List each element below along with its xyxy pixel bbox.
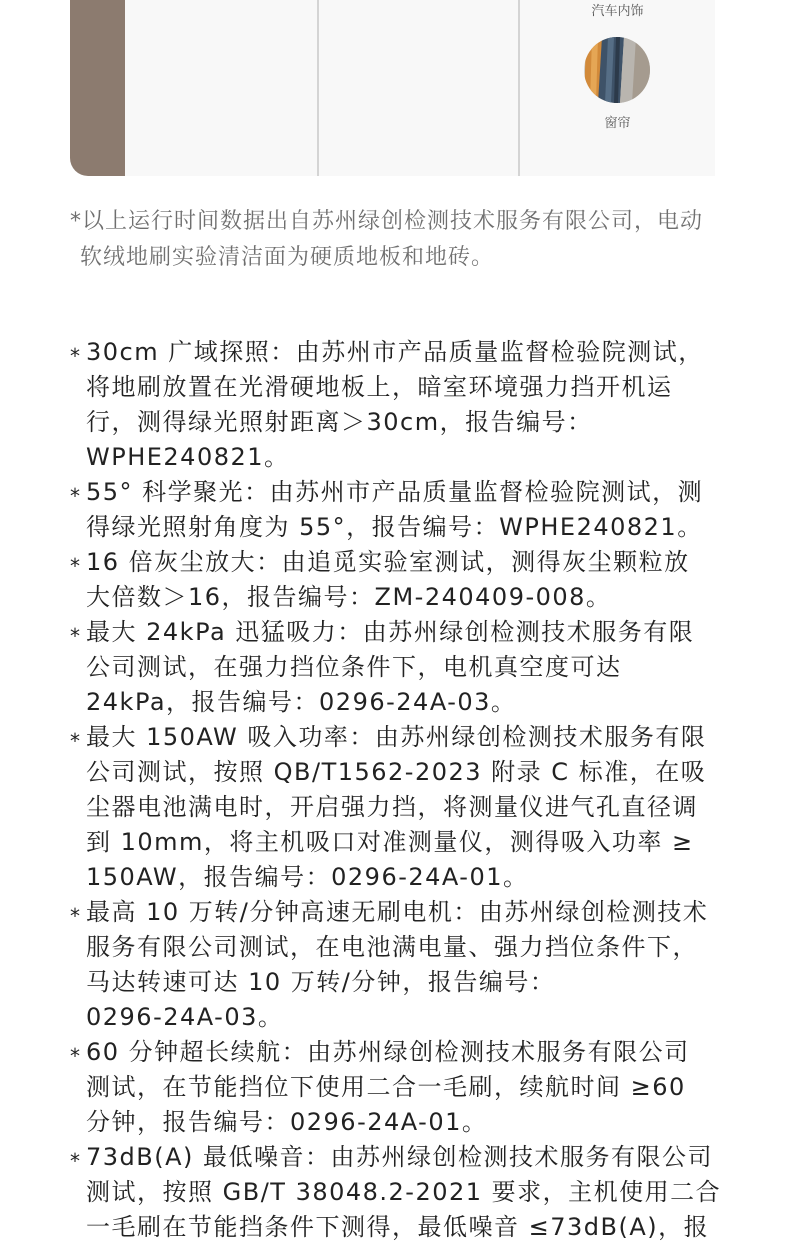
note-line: 大倍数＞16，报告编号：ZM-240409-008。	[86, 583, 612, 611]
category-column-1[interactable]	[125, 0, 317, 176]
note-line: 一毛刷在节能挡条件下测得，最低噪音 ≤73dB(A)，报	[86, 1213, 710, 1241]
note-line: 测试，在节能挡位下使用二合一毛刷，续航时间 ≥60	[86, 1073, 686, 1101]
note-line: 将地刷放置在光滑硬地板上，暗室环境强力挡开机运	[86, 373, 673, 401]
runtime-footnote	[70, 204, 703, 276]
note-line: 公司测试，在强力挡位条件下，电机真空度可达	[86, 653, 622, 681]
note-marker: *	[70, 484, 82, 508]
note-line: 到 10mm，将主机吸口对准测量仪，测得吸入功率 ≥	[86, 828, 694, 856]
category-column-2[interactable]	[319, 0, 518, 176]
note-item-lighting-angle	[70, 475, 790, 545]
note-line: 分钟，报告编号：0296-24A-01。	[86, 1108, 488, 1136]
note-item-runtime	[70, 1035, 790, 1140]
note-line: 24kPa，报告编号：0296-24A-03。	[86, 688, 517, 716]
note-line: 最高 10 万转/分钟高速无刷电机：由苏州绿创检测技术	[86, 898, 709, 926]
note-line: 行，测得绿光照射距离＞30cm，报告编号：	[86, 408, 593, 436]
note-marker: *	[70, 904, 82, 928]
note-marker: *	[70, 554, 82, 578]
note-line: 最大 24kPa 迅猛吸力：由苏州绿创检测技术服务有限	[86, 618, 695, 646]
note-line: 最大 150AW 吸入功率：由苏州绿创检测技术服务有限	[86, 723, 707, 751]
footnote-line: 软绒地刷实验清洁面为硬质地板和地砖。	[80, 245, 495, 270]
note-line: 0296-24A-03。	[86, 1003, 284, 1031]
note-marker: *	[70, 1149, 82, 1173]
note-line: 服务有限公司测试，在电池满电量、强力挡位条件下，	[86, 933, 698, 961]
note-line: 公司测试，按照 QB/T1562-2023 附录 C 标准，在吸	[86, 758, 707, 786]
note-line: 55° 科学聚光：由苏州市产品质量监督检验院测试，测	[86, 478, 704, 506]
note-line: 尘器电池满电时，开启强力挡，将测量仪进气孔直径调	[86, 793, 698, 821]
note-item-noise	[70, 1140, 790, 1245]
note-item-motor-speed	[70, 895, 790, 1035]
note-line: 150AW，报告编号：0296-24A-01。	[86, 863, 529, 891]
category-label-car-interior[interactable]: 汽车内饰	[591, 4, 644, 19]
test-notes-list	[70, 335, 790, 1245]
note-line: 测试，按照 GB/T 38048.2-2021 要求，主机使用二合	[86, 1178, 722, 1206]
note-marker: *	[70, 1044, 82, 1068]
category-label-curtain[interactable]: 窗帘	[604, 116, 631, 131]
note-line: 73dB(A) 最低噪音：由苏州绿创检测技术服务有限公司	[86, 1143, 714, 1171]
footnote-line: *以上运行时间数据出自苏州绿创检测技术服务有限公司，电动	[70, 209, 704, 234]
note-marker: *	[70, 624, 82, 648]
category-panel-strip	[70, 0, 125, 176]
note-item-lighting-range	[70, 335, 790, 475]
note-line: 60 分钟超长续航：由苏州绿创检测技术服务有限公司	[86, 1038, 690, 1066]
category-panel	[70, 0, 715, 176]
note-item-dust-magnify	[70, 545, 790, 615]
curtain-image[interactable]	[584, 37, 650, 103]
note-line: WPHE240821。	[86, 443, 290, 471]
note-line: 16 倍灰尘放大：由追觅实验室测试，测得灰尘颗粒放	[86, 548, 690, 576]
note-item-suction	[70, 615, 790, 720]
note-line: 30cm 广域探照：由苏州市产品质量监督检验院测试，	[86, 338, 704, 366]
category-column-3[interactable]	[520, 0, 715, 176]
note-line: 马达转速可达 10 万转/分钟，报告编号：	[86, 968, 556, 996]
note-marker: *	[70, 344, 82, 368]
note-marker: *	[70, 729, 82, 753]
note-item-suction-power	[70, 720, 790, 895]
note-line: 得绿光照射角度为 55°，报告编号：WPHE240821。	[86, 513, 703, 541]
